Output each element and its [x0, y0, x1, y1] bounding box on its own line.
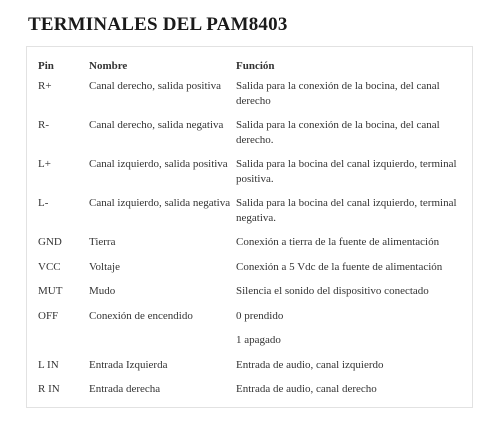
- table-row: [38, 333, 463, 358]
- table-body: [38, 79, 463, 407]
- pin-cell: [38, 333, 89, 358]
- pin-cell: L-: [38, 197, 49, 209]
- nombre-cell: [89, 333, 236, 358]
- column-header-pin: Pin: [38, 59, 54, 72]
- funcion-cell: Entrada de audio, canal izquierdo: [236, 358, 384, 371]
- table-row: [38, 358, 463, 383]
- table-row: [38, 79, 463, 118]
- nombre-cell: Conexión de encendido: [89, 309, 193, 322]
- pin-cell: MUT: [38, 285, 63, 297]
- terminals-table: [38, 53, 463, 407]
- funcion-cell: Salida para la conexión de la bocina, del canal derecho: [236, 80, 440, 107]
- pin-cell: R IN: [38, 383, 60, 395]
- table-row: [38, 196, 463, 235]
- nombre-cell: Entrada Izquierda: [89, 358, 168, 371]
- table-header-row: [38, 53, 463, 79]
- pin-cell: L+: [38, 158, 51, 170]
- funcion-cell: Salida para la bocina del canal izquierdo, terminal positiva.: [236, 158, 457, 185]
- nombre-cell: Mudo: [89, 285, 116, 297]
- pin-cell: R-: [38, 119, 49, 131]
- table-row: [38, 260, 463, 285]
- table-row: [38, 157, 463, 196]
- nombre-cell: Canal derecho, salida negativa: [89, 119, 224, 131]
- funcion-cell: Entrada de audio, canal derecho: [236, 383, 377, 395]
- nombre-cell: Voltaje: [89, 260, 120, 273]
- pin-cell: L IN: [38, 358, 59, 371]
- table-row: [38, 235, 463, 260]
- pin-cell: R+: [38, 80, 52, 92]
- column-header-nombre: Nombre: [89, 59, 128, 72]
- pin-cell: OFF: [38, 309, 59, 322]
- nombre-cell: Canal izquierdo, salida positiva: [89, 158, 228, 170]
- funcion-cell: Salida para la conexión de la bocina, del canal derecho.: [236, 119, 440, 146]
- table-row: [38, 309, 463, 334]
- column-header-funcion: Función: [236, 59, 275, 72]
- table-row: [38, 382, 463, 407]
- terminals-table-container: [26, 46, 473, 408]
- funcion-cell: 0 prendido: [236, 309, 284, 322]
- page-title: TERMINALES DEL PAM8403: [28, 14, 288, 35]
- nombre-cell: Canal izquierdo, salida negativa: [89, 197, 231, 209]
- table-row: [38, 118, 463, 157]
- pin-cell: VCC: [38, 260, 61, 273]
- nombre-cell: Canal derecho, salida positiva: [89, 80, 221, 92]
- funcion-cell: Salida para la bocina del canal izquierdo, terminal negativa.: [236, 197, 457, 224]
- funcion-cell: Silencia el sonido del dispositivo conectado: [236, 285, 429, 297]
- table-row: [38, 284, 463, 309]
- nombre-cell: Tierra: [89, 236, 116, 248]
- funcion-cell: Conexión a 5 Vdc de la fuente de alimentación: [236, 260, 443, 273]
- nombre-cell: Entrada derecha: [89, 383, 161, 395]
- funcion-cell: 1 apagado: [236, 334, 281, 346]
- pin-cell: GND: [38, 236, 62, 248]
- funcion-cell: Conexión a tierra de la fuente de alimentación: [236, 236, 440, 248]
